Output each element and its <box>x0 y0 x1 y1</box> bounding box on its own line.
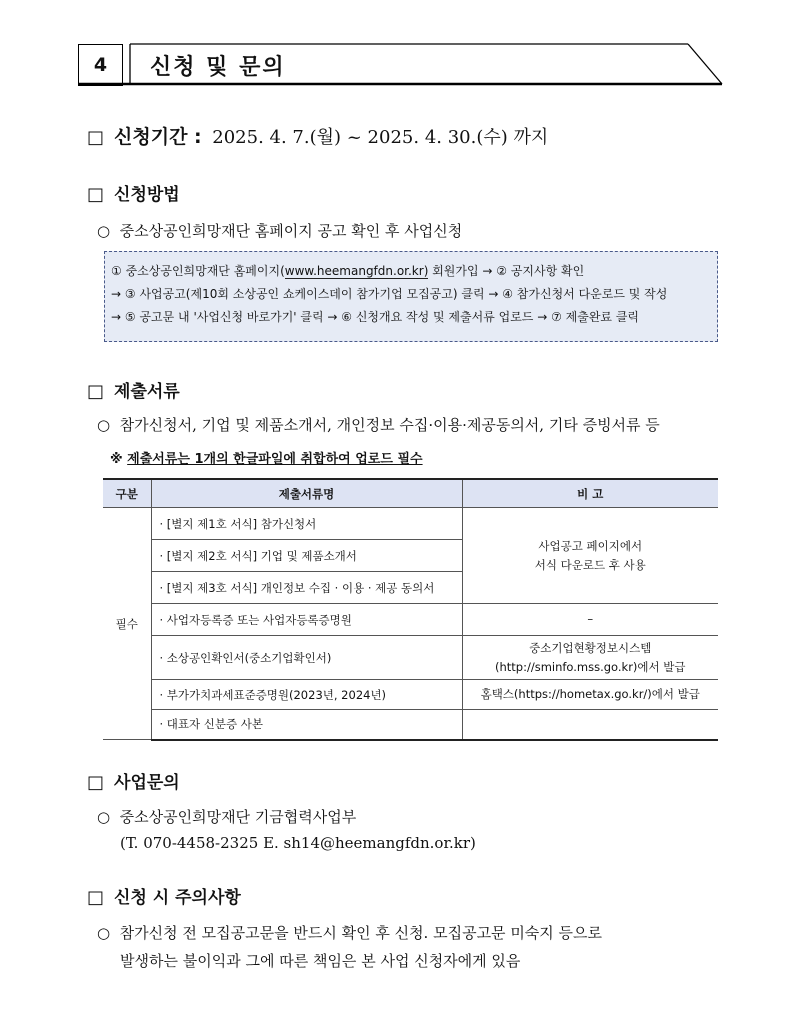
circle-bullet-icon: ○ <box>97 924 111 942</box>
documents-heading <box>87 377 180 402</box>
period-line <box>87 122 548 149</box>
forms-note-line-1: 사업공고 페이지에서 <box>538 538 643 553</box>
table-row <box>103 604 718 636</box>
document-name-cell: · 부가가치과세표준증명원(2023년, 2024년) <box>151 680 462 710</box>
table-row <box>103 680 718 710</box>
section-title: 신청 및 문의 <box>150 55 286 80</box>
forms-note-line-2: 서식 다운로드 후 사용 <box>534 557 646 572</box>
application-steps-box <box>104 251 718 342</box>
caution-heading-text: 신청 시 주의사항 <box>114 888 241 908</box>
sme-note-line-2: (http://sminfo.mss.go.kr)에서 발급 <box>494 659 686 674</box>
steps-line-1 <box>111 260 717 283</box>
inquiry-heading-text: 사업문의 <box>114 773 180 793</box>
note-mark-icon: ※ <box>110 452 123 467</box>
document-name-cell: · 사업자등록증 또는 사업자등록증명원 <box>151 604 462 636</box>
steps-line-1-post: 회원가입 → ② 공지사항 확인 <box>428 264 585 278</box>
steps-line-2: → ③ 사업공고(제10회 소상공인 쇼케이스데이 참가기업 모집공고) 클릭 → ④ 참가신청서 다운로드 및 작성 <box>111 287 668 301</box>
inquiry-bullet <box>97 806 356 827</box>
square-marker-icon: □ <box>87 184 105 205</box>
circle-bullet-icon: ○ <box>97 222 111 240</box>
bizreg-note-cell: – <box>462 604 718 636</box>
sme-note-line-1: 중소기업현황정보시스템 <box>529 640 652 655</box>
documents-note-text: 제출서류는 1개의 한글파일에 취합하여 업로드 필수 <box>127 452 423 467</box>
steps-line-1-pre: ① 중소상공인희망재단 홈페이지( <box>111 264 285 278</box>
table-row <box>103 508 718 540</box>
table-header-row <box>103 479 718 508</box>
documents-bullet <box>97 414 660 435</box>
header-remarks: 비 고 <box>462 479 718 508</box>
method-bullet <box>97 220 462 241</box>
steps-line-3: → ⑤ 공고문 내 '사업신청 바로가기' 클릭 → ⑥ 신청개요 작성 및 제출서류 업로드 → ⑦ 제출완료 클릭 <box>111 310 640 324</box>
forms-note-cell <box>462 508 718 604</box>
square-marker-icon: □ <box>87 772 105 793</box>
document-name-cell: · 소상공인확인서(중소기업확인서) <box>151 636 462 680</box>
header-document-name: 제출서류명 <box>151 479 462 508</box>
table-row <box>103 636 718 680</box>
homepage-link[interactable]: www.heemangfdn.or.kr) <box>284 264 429 278</box>
method-heading-text: 신청방법 <box>114 185 180 205</box>
method-text: 중소상공인희망재단 홈페이지 공고 확인 후 사업신청 <box>119 222 463 240</box>
document-name-cell: · [별지 제2호 서식] 기업 및 제품소개서 <box>151 540 462 572</box>
documents-note <box>110 448 423 467</box>
vat-note-cell: 홈택스(https://hometax.go.kr/)에서 발급 <box>462 680 718 710</box>
caution-heading <box>87 883 241 908</box>
inquiry-org: 중소상공인희망재단 기금협력사업부 <box>119 808 357 826</box>
header-category: 구분 <box>103 479 151 508</box>
inquiry-heading <box>87 768 180 793</box>
method-heading <box>87 180 180 205</box>
section-number: 4 <box>78 44 123 86</box>
sme-note-cell <box>462 636 718 680</box>
document-name-cell: · [별지 제1호 서식] 참가신청서 <box>151 508 462 540</box>
id-note-cell <box>462 710 718 740</box>
documents-heading-text: 제출서류 <box>114 382 180 402</box>
square-marker-icon: □ <box>87 381 105 402</box>
category-cell: 필수 <box>103 508 151 740</box>
caution-line-2: 발생하는 불이익과 그에 따른 책임은 본 사업 신청자에게 있음 <box>120 952 521 970</box>
caution-bullet <box>97 922 602 943</box>
circle-bullet-icon: ○ <box>97 808 111 826</box>
inquiry-contact: (T. 070-4458-2325 E. sh14@heemangfdn.or.kr) <box>120 834 476 852</box>
document-name-cell: · [별지 제3호 서식] 개인정보 수집 · 이용 · 제공 동의서 <box>151 572 462 604</box>
documents-text: 참가신청서, 기업 및 제품소개서, 개인정보 수집·이용·제공동의서, 기타 증빙서류 등 <box>119 416 660 434</box>
documents-table <box>103 478 718 741</box>
table-row <box>103 710 718 740</box>
document-name-cell: · 대표자 신분증 사본 <box>151 710 462 740</box>
caution-line-1: 참가신청 전 모집공고문을 반드시 확인 후 신청. 모집공고문 미숙지 등으로 <box>119 924 603 942</box>
square-marker-icon: □ <box>87 887 105 908</box>
period-label: 신청기간 : <box>114 126 202 148</box>
period-value: 2025. 4. 7.(월) ~ 2025. 4. 30.(수) 까지 <box>212 127 549 148</box>
circle-bullet-icon: ○ <box>97 416 111 434</box>
square-marker-icon: □ <box>87 127 105 148</box>
